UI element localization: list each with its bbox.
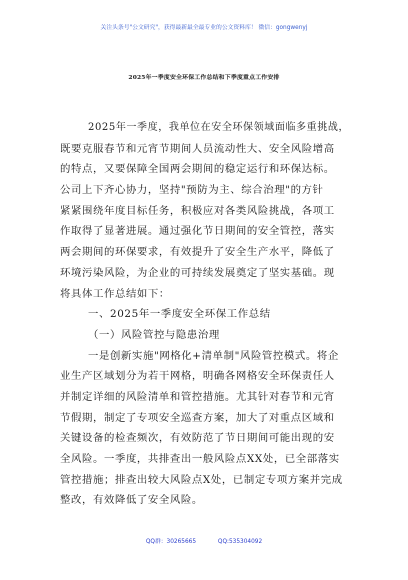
paragraph-line: 业生产区域划分为若干网格，明确各网格安全环保责任人	[60, 370, 335, 383]
paragraph-line: 环境污染风险，为企业的可持续发展奠定了坚实基础。现	[60, 266, 335, 279]
paragraph-line: 公司上下齐心协力，坚持"预防为主、综合治理"的方针	[60, 184, 324, 197]
paragraph-line: 并制定详细的风险清单和管控措施。尤其针对春节和元宵	[60, 390, 335, 403]
paragraph-line: 整改，有效降低了安全风险。	[60, 494, 203, 507]
section-heading: 一、2025年一季度安全环保工作总结	[88, 308, 271, 321]
paragraph-line: 两会期间的环保要求，有效提升了安全生产水平，降低了	[60, 246, 335, 259]
document-title: 2025年一季度安全环保工作总结和下季度重点工作安排	[128, 74, 280, 81]
footer-qq-number: QQ:535304092	[217, 539, 263, 545]
footer-qq-group: QQ群：30265665	[145, 539, 197, 545]
paragraph-line: 关键设备的检查频次，有效防范了节日期间可能出现的安	[60, 432, 335, 445]
subsection-heading: （一）风险管控与隐患治理	[88, 328, 220, 341]
footer-contact	[0, 536, 408, 545]
paragraph-line: 的特点，又要保障全国两会期间的稳定运行和环保达标。	[60, 163, 335, 176]
paragraph-line: 一是创新实施"网格化+清单制"风险管控模式。将企	[88, 349, 339, 362]
paragraph-line: 2025年一季度，我单位在安全环保领域面临多重挑战，	[88, 122, 350, 133]
paragraph-line: 紧紧围绕年度目标任务，积极应对各类风险挑战，各项工	[60, 204, 335, 217]
paragraph-line: 全风险。一季度，共排查出一般风险点XX处，已全部落实	[60, 453, 340, 465]
paragraph-intro	[60, 118, 350, 511]
paragraph-line: 将具体工作总结如下：	[60, 287, 170, 300]
paragraph-line: 作取得了显著进展。通过强化节日期间的安全管控，落实	[60, 225, 335, 238]
paragraph-line: 管控措施；排查出较大风险点X处，已制定专项方案并完成	[60, 473, 343, 486]
paragraph-line: 既要克服春节和元宵节期间人员流动性大、安全风险增高	[60, 142, 335, 155]
paragraph-line: 节假期，制定了专项安全巡查方案，加大了对重点区域和	[60, 411, 335, 424]
header-banner: 关注头条号"公文研究"，获得最新最全最专业的公文资料库！ 微信：gongwenyj	[100, 25, 308, 31]
